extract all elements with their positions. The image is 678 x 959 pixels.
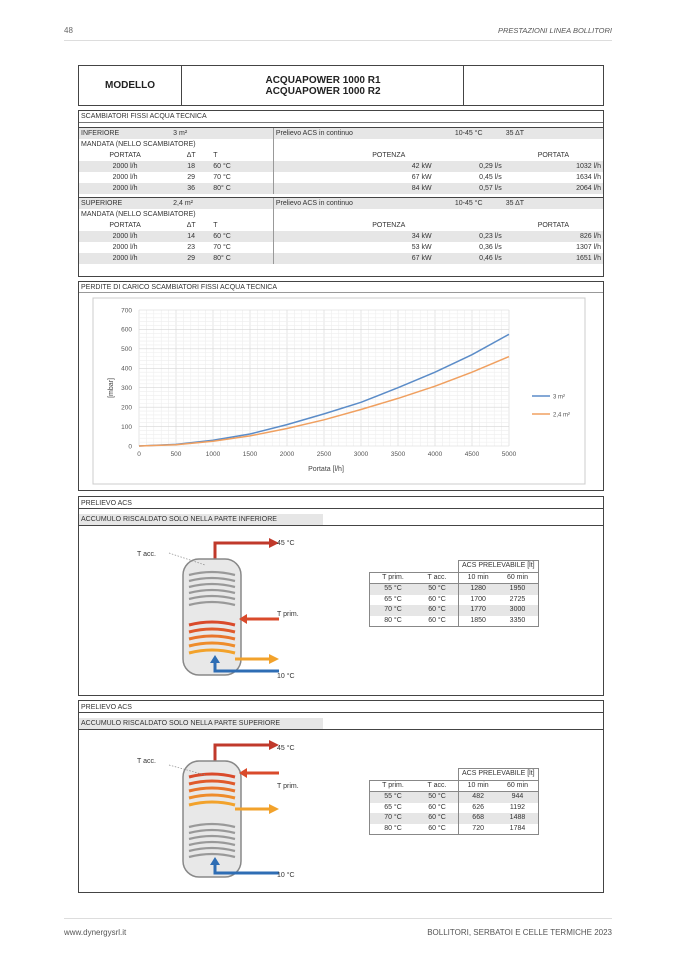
inferiore-row <box>79 128 603 140</box>
m10-cell: 1850 <box>459 616 498 627</box>
acs-lower-subtitle: ACCUMULO RISCALDATO SOLO NELLA PARTE INFERIORE <box>79 514 323 525</box>
col-tprim: T prim. <box>370 780 417 792</box>
table-row <box>79 231 603 242</box>
dt-cell: 29 <box>171 253 211 264</box>
label-tacc: T acc. <box>137 551 156 558</box>
page-header-title: PRESTAZIONI LINEA BOLLITORI <box>497 26 612 35</box>
table-row <box>370 584 539 595</box>
spec-title-row <box>79 111 603 123</box>
model-name-2: ACQUAPOWER 1000 R2 <box>265 85 381 97</box>
x-tick-label: 2500 <box>316 451 332 458</box>
table-row <box>370 792 539 803</box>
ls-cell: 0,23 l/s <box>434 231 504 242</box>
portata-cell: 2000 l/h <box>79 183 171 194</box>
y-tick-label: 0 <box>128 443 132 451</box>
dt-cell: 18 <box>171 161 211 172</box>
x-tick-label: 500 <box>170 451 182 458</box>
tprim-cell: 65 °C <box>370 803 417 814</box>
table-row <box>79 161 603 172</box>
label-tprim: T prim. <box>277 783 299 790</box>
col-portata: PORTATA <box>109 222 141 229</box>
model-divider-2 <box>463 66 464 105</box>
superiore-prelievo-range: 10-45 °C <box>434 198 504 210</box>
x-tick-label: 1000 <box>205 451 221 458</box>
y-tick-label: 700 <box>121 307 132 315</box>
ls-cell: 0,29 l/s <box>434 161 504 172</box>
m60-cell: 1488 <box>497 813 538 824</box>
spec-box <box>78 110 604 277</box>
dt-cell: 23 <box>187 244 196 251</box>
portata-cell: 2000 l/h <box>79 161 171 172</box>
y-tick-label: 100 <box>121 423 132 431</box>
x-tick-label: 3000 <box>353 451 369 458</box>
col-tacc: T acc. <box>427 573 447 581</box>
inferiore-mandata-label: MANDATA (NELLO SCAMBIATORE) <box>81 141 196 148</box>
table-row <box>79 172 603 183</box>
t-cell: 70 °C <box>213 174 231 181</box>
t-cell: 60 °C <box>211 231 273 242</box>
table-row <box>370 605 539 616</box>
t-cell: 80° C <box>211 183 273 194</box>
tprim-cell: 65 °C <box>370 595 417 606</box>
m10-cell: 1700 <box>459 595 498 606</box>
label-10: 10 °C <box>277 872 295 879</box>
superiore-mandata-row <box>79 209 603 220</box>
portata-cell: 2000 l/h <box>79 253 171 264</box>
col-dt: ΔT <box>186 222 196 229</box>
col-tprim: T prim. <box>370 572 417 584</box>
chart-xlabel: Portata [l/h] <box>308 466 344 473</box>
tprim-cell: 70 °C <box>370 813 417 824</box>
col-tacc: T acc. <box>427 781 447 789</box>
x-tick-label: 4500 <box>464 451 480 458</box>
acs-upper-table <box>369 768 539 835</box>
portata-cell: 2000 l/h <box>79 231 171 242</box>
inferiore-mandata-row <box>79 139 603 150</box>
acs-upper-subtitle: ACCUMULO RISCALDATO SOLO NELLA PARTE SUPERIORE <box>79 718 323 729</box>
x-tick-label: 0 <box>137 451 141 458</box>
y-tick-label: 200 <box>121 404 132 412</box>
acs-lower-table <box>369 560 539 627</box>
lh-cell: 826 l/h <box>504 231 603 242</box>
t-cell: 80° C <box>211 253 273 264</box>
superiore-prelievo-label: Prelievo ACS in continuo <box>273 198 433 210</box>
tank-lower-diagram <box>139 535 339 685</box>
lh-cell: 1651 l/h <box>504 253 603 264</box>
ls-cell: 0,46 l/s <box>434 253 504 264</box>
tacc-cell: 60 °C <box>416 616 459 627</box>
superiore-colhead-row <box>79 220 603 231</box>
x-tick-label: 1500 <box>242 451 258 458</box>
m10-cell: 720 <box>459 824 498 835</box>
tank-upper-diagram <box>139 737 339 887</box>
inferiore-colhead-row <box>79 150 603 161</box>
col-t: T <box>213 222 218 229</box>
superiore-area: 2,4 m² <box>171 198 273 210</box>
t-cell: 70 °C <box>213 244 231 251</box>
legend-label: 2,4 m² <box>553 412 571 419</box>
col-60min: 60 min <box>497 572 538 584</box>
col-10min: 10 min <box>459 572 498 584</box>
acs-lower-title: PRELIEVO ACS <box>79 498 603 509</box>
pressure-drop-chart <box>79 294 602 490</box>
col-potenza: POTENZA <box>273 220 503 231</box>
y-tick-label: 600 <box>121 326 132 334</box>
superiore-row <box>79 198 603 210</box>
col-potenza: POTENZA <box>273 150 503 161</box>
model-divider-1 <box>181 66 182 105</box>
potenza-cell: 42 kW <box>273 161 433 172</box>
tacc-cell: 50 °C <box>416 792 459 803</box>
tank-body <box>183 559 241 675</box>
label-10: 10 °C <box>277 673 295 680</box>
hot-outlet-pipe <box>215 745 269 761</box>
m10-cell: 626 <box>459 803 498 814</box>
superiore-prelievo-dt: 35 ΔT <box>504 198 603 210</box>
x-tick-label: 4000 <box>427 451 443 458</box>
m60-cell: 1784 <box>497 824 538 835</box>
superiore-mandata-label: MANDATA (NELLO SCAMBIATORE) <box>81 211 196 218</box>
chart-ylabel: [mbar] <box>108 378 115 398</box>
acs-table-title: ACS PRELEVABILE [lt] <box>459 769 539 781</box>
acs-lower-box <box>78 496 604 696</box>
col-portata2: PORTATA <box>537 152 570 159</box>
ls-cell: 0,45 l/s <box>479 174 502 181</box>
tprim-cell: 55 °C <box>370 584 417 595</box>
tacc-cell: 60 °C <box>428 803 446 811</box>
potenza-cell: 67 kW <box>273 172 433 183</box>
footer-title: BOLLITORI, SERBATOI E CELLE TERMICHE 2023 <box>427 928 612 937</box>
portata-cell: 2000 l/h <box>112 174 138 181</box>
inferiore-prelievo-range: 10-45 °C <box>434 128 504 140</box>
col-t: T <box>213 152 218 159</box>
lh-cell: 2064 l/h <box>504 183 603 194</box>
ls-cell: 0,57 l/s <box>434 183 504 194</box>
inferiore-area: 3 m² <box>171 128 273 140</box>
tacc-cell: 60 °C <box>428 595 446 603</box>
acs-table-title: ACS PRELEVABILE [lt] <box>459 561 539 573</box>
potenza-cell: 84 kW <box>273 183 433 194</box>
potenza-cell: 34 kW <box>273 231 433 242</box>
m10-cell: 1280 <box>459 584 498 595</box>
model-names <box>183 66 463 105</box>
x-tick-label: 5000 <box>501 451 517 458</box>
x-tick-label: 2000 <box>279 451 295 458</box>
m60-cell: 1192 <box>497 803 538 814</box>
table-row <box>370 616 539 627</box>
y-tick-label: 400 <box>121 365 132 373</box>
model-name-1: ACQUAPOWER 1000 R1 <box>265 74 381 86</box>
dt-cell: 36 <box>171 183 211 194</box>
portata-cell: 2000 l/h <box>112 244 138 251</box>
m60-cell: 3350 <box>497 616 538 627</box>
col-60min: 60 min <box>497 780 538 792</box>
ls-cell: 0,36 l/s <box>479 244 502 251</box>
spec-table <box>79 111 603 264</box>
potenza-cell: 53 kW <box>273 242 433 253</box>
page-number: 48 <box>64 26 73 35</box>
dt-cell: 29 <box>187 174 196 181</box>
superiore-name: SUPERIORE <box>79 198 171 210</box>
table-row <box>370 824 539 835</box>
lh-cell: 1032 l/h <box>504 161 603 172</box>
table-row <box>370 813 539 824</box>
chart-section-title: PERDITE DI CARICO SCAMBIATORI FISSI ACQUA TECNICA <box>79 282 603 293</box>
primary-outlet-arrow <box>269 654 279 664</box>
table-row <box>79 253 603 264</box>
y-tick-label: 500 <box>121 346 132 354</box>
dt-cell: 14 <box>171 231 211 242</box>
m60-cell: 1950 <box>497 584 538 595</box>
lh-cell: 1634 l/h <box>576 174 601 181</box>
t-cell: 60 °C <box>211 161 273 172</box>
table-row <box>370 595 539 606</box>
lh-cell: 1307 l/h <box>576 244 601 251</box>
label-45: 45 °C <box>277 540 295 547</box>
label-tacc: T acc. <box>137 758 156 765</box>
tacc-cell: 50 °C <box>416 584 459 595</box>
inferiore-prelievo-label: Prelievo ACS in continuo <box>273 128 433 140</box>
tprim-cell: 80 °C <box>370 824 417 835</box>
tprim-cell: 80 °C <box>370 616 417 627</box>
m60-cell: 2725 <box>497 595 538 606</box>
m10-cell: 482 <box>459 792 498 803</box>
label-tprim: T prim. <box>277 611 299 618</box>
acs-upper-title: PRELIEVO ACS <box>79 702 603 713</box>
spec-title: SCAMBIATORI FISSI ACQUA TECNICA <box>79 111 603 123</box>
footer-divider <box>64 918 612 919</box>
legend-label: 3 m² <box>553 394 565 401</box>
model-label: MODELLO <box>105 80 155 91</box>
model-box <box>78 65 604 106</box>
y-tick-label: 300 <box>121 385 132 393</box>
x-tick-label: 3500 <box>390 451 406 458</box>
acs-upper-box <box>78 700 604 893</box>
m10-cell: 1770 <box>459 605 498 616</box>
table-row <box>370 803 539 814</box>
tank-body <box>183 761 241 877</box>
col-portata: PORTATA <box>109 152 141 159</box>
tacc-cell: 60 °C <box>416 824 459 835</box>
inferiore-prelievo-dt: 35 ΔT <box>504 128 603 140</box>
table-row <box>79 242 603 253</box>
m10-cell: 668 <box>459 813 498 824</box>
col-portata2: PORTATA <box>537 222 570 229</box>
tacc-cell: 60 °C <box>416 813 459 824</box>
m60-cell: 3000 <box>497 605 538 616</box>
tprim-cell: 70 °C <box>370 605 417 616</box>
label-45: 45 °C <box>277 745 295 752</box>
potenza-cell: 67 kW <box>273 253 433 264</box>
col-dt: ΔT <box>186 152 196 159</box>
chart-box <box>78 281 604 491</box>
tprim-cell: 55 °C <box>370 792 417 803</box>
footer-website-link[interactable]: www.dynergysrl.it <box>64 928 127 937</box>
hot-outlet-pipe <box>215 543 269 559</box>
m60-cell: 944 <box>497 792 538 803</box>
col-10min: 10 min <box>459 780 498 792</box>
tacc-cell: 60 °C <box>416 605 459 616</box>
primary-outlet-arrow <box>269 804 279 814</box>
header-divider <box>64 40 612 41</box>
table-row <box>79 183 603 194</box>
inferiore-name: INFERIORE <box>79 128 171 140</box>
